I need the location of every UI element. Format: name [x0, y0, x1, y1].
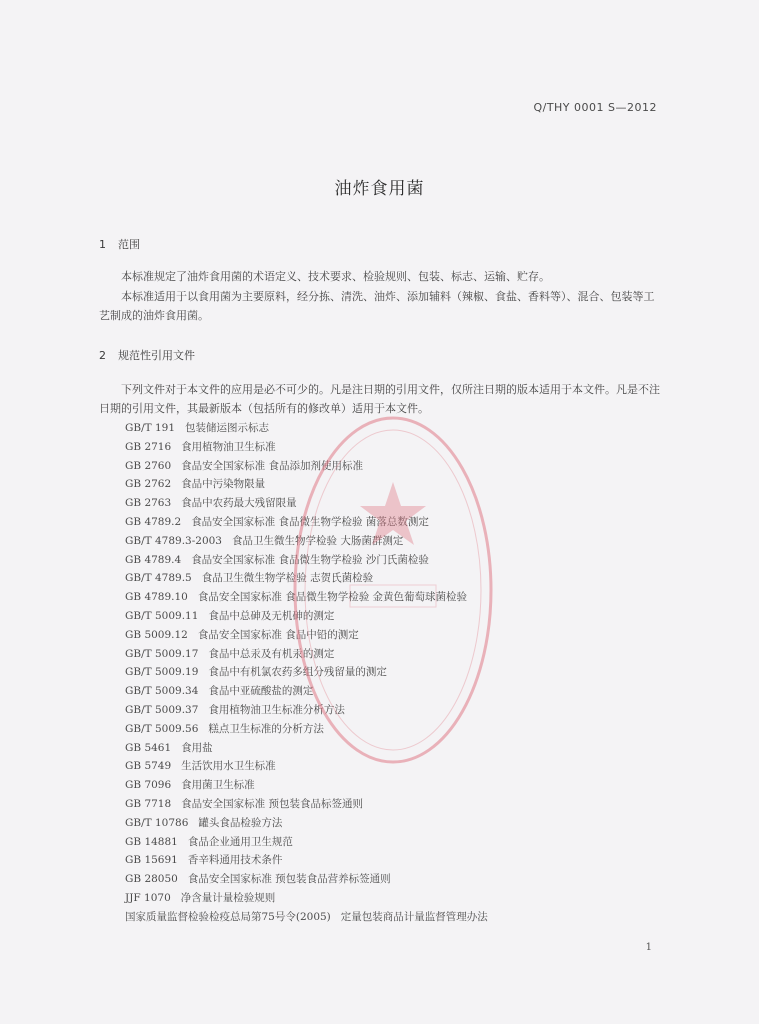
- reference-title: 食品中有机氯农药多组分残留量的测定: [208, 666, 387, 679]
- section-number: 1: [99, 238, 106, 251]
- reference-code: GB/T 5009.56: [125, 722, 199, 735]
- reference-title: 香辛料通用技术条件: [187, 854, 283, 867]
- reference-item: [125, 569, 488, 588]
- reference-title: 食品安全国家标准 食品添加剂使用标准: [181, 459, 364, 472]
- reference-item: [125, 419, 488, 438]
- reference-item: [125, 475, 488, 494]
- reference-title: 食品安全国家标准 食品中铅的测定: [197, 628, 359, 641]
- reference-title: 食品中农药最大残留限量: [181, 497, 297, 510]
- reference-code: GB/T 5009.17: [125, 647, 199, 660]
- reference-code: GB 14881: [125, 835, 178, 848]
- reference-title: 食品卫生微生物学检验 大肠菌群测定: [232, 534, 404, 547]
- reference-code: GB/T 5009.19: [125, 666, 199, 679]
- references-intro-paragraph: 下列文件对于本文件的应用是必不可少的。凡是注日期的引用文件，仅所注日期的版本适用于本文件。凡是不注日期的引用文件，其最新版本（包括所有的修改单）适用于本文件。: [99, 383, 660, 415]
- reference-title: 食品安全国家标准 食品微生物学检验 沙门氏菌检验: [191, 553, 429, 566]
- document-title: 油炸食用菌: [334, 179, 425, 199]
- reference-title: 食品安全国家标准 食品微生物学检验 菌落总数测定: [191, 515, 429, 528]
- reference-code: GB 5461: [125, 741, 172, 754]
- reference-title: 食用植物油卫生标准分析方法: [208, 703, 345, 716]
- reference-code: GB/T 5009.37: [125, 703, 199, 716]
- reference-item: [125, 532, 488, 551]
- reference-item: [125, 682, 488, 701]
- reference-item: [125, 814, 488, 833]
- reference-code: GB 2762: [125, 478, 172, 491]
- reference-title: 食品中污染物限量: [181, 478, 266, 491]
- reference-item: [125, 833, 488, 852]
- reference-code: GB 4789.2: [125, 515, 182, 528]
- reference-code: GB 5749: [125, 760, 172, 773]
- reference-code: GB 2716: [125, 440, 172, 453]
- document-code: Q/THY 0001 S—2012: [533, 101, 657, 114]
- reference-code: GB 15691: [125, 854, 178, 867]
- reference-title: 包装储运图示标志: [185, 422, 270, 434]
- reference-code: GB/T 10786: [125, 816, 189, 829]
- reference-code: GB/T 4789.3-2003: [125, 534, 222, 547]
- reference-item: [125, 908, 488, 927]
- reference-item: [125, 776, 488, 795]
- reference-code: GB 7096: [125, 779, 172, 792]
- reference-code: GB 4789.4: [125, 553, 182, 566]
- reference-item: [125, 607, 488, 626]
- reference-code: JJF 1070: [125, 891, 171, 904]
- reference-title: 食品中总汞及有机汞的测定: [208, 647, 335, 660]
- reference-code: GB 5009.12: [125, 628, 188, 641]
- reference-list: [125, 419, 488, 927]
- reference-title: 食用菌卫生标准: [181, 779, 255, 792]
- section-title: 规范性引用文件: [118, 349, 195, 362]
- reference-title: 糕点卫生标准的分析方法: [208, 722, 324, 735]
- reference-code: GB/T 5009.34: [125, 685, 199, 698]
- reference-item: [125, 588, 488, 607]
- reference-item: [125, 870, 488, 889]
- reference-item: [125, 513, 488, 532]
- scope-paragraph-1: 本标准规定了油炸食用菌的术语定义、技术要求、检验规则、包装、标志、运输、贮存。: [121, 270, 550, 283]
- reference-item: [125, 701, 488, 720]
- reference-code: GB 2760: [125, 459, 172, 472]
- reference-title: 定量包装商品计量监督管理办法: [340, 910, 488, 923]
- reference-title: 罐头食品检验方法: [198, 816, 283, 829]
- reference-title: 生活饮用水卫生标准: [181, 760, 276, 773]
- reference-title: 食品安全国家标准 预包装食品标签通则: [181, 797, 364, 810]
- reference-code: 国家质量监督检验检疫总局第75号令(2005): [125, 910, 331, 923]
- reference-title: 食品安全国家标准 食品微生物学检验 金黄色葡萄球菌检验: [197, 591, 468, 604]
- reference-code: GB 2763: [125, 497, 172, 510]
- reference-item: [125, 457, 488, 476]
- reference-title: 食品卫生微生物学检验 志贺氏菌检验: [201, 572, 374, 585]
- reference-title: 食用盐: [181, 741, 213, 754]
- reference-item: [125, 626, 488, 645]
- reference-code: GB 4789.10: [125, 591, 188, 604]
- section-title: 范围: [118, 238, 140, 251]
- reference-title: 净含量计量检验规则: [180, 891, 276, 904]
- reference-code: GB 7718: [125, 797, 172, 810]
- reference-item: [125, 795, 488, 814]
- reference-title: 食品企业通用卫生规范: [187, 835, 293, 848]
- section-number: 2: [99, 349, 106, 362]
- reference-item: [125, 494, 488, 513]
- reference-item: [125, 889, 488, 908]
- reference-item: [125, 438, 488, 457]
- reference-item: [125, 663, 488, 682]
- reference-code: GB/T 191: [125, 422, 176, 434]
- reference-code: GB/T 4789.5: [125, 572, 192, 585]
- page-number: 1: [645, 942, 652, 953]
- reference-code: GB 28050: [125, 873, 178, 886]
- section-heading-scope: [99, 236, 140, 252]
- reference-item: [125, 739, 488, 758]
- section-heading-references: [99, 347, 195, 363]
- reference-title: 食品中总砷及无机砷的测定: [208, 609, 335, 622]
- reference-item: [125, 720, 488, 739]
- reference-item: [125, 757, 488, 776]
- reference-title: 食用植物油卫生标准: [181, 440, 276, 453]
- reference-code: GB/T 5009.11: [125, 609, 199, 622]
- reference-item: [125, 551, 488, 570]
- reference-title: 食品安全国家标准 预包装食品营养标签通则: [187, 873, 391, 886]
- reference-title: 食品中亚硫酸盐的测定: [208, 685, 314, 698]
- scope-paragraph-2: 本标准适用于以食用菌为主要原料，经分拣、清洗、油炸、添加辅料（辣椒、食盐、香料等）、混合、包装等工艺制成的油炸食用菌。: [99, 290, 655, 322]
- reference-item: [125, 851, 488, 870]
- reference-item: [125, 645, 488, 664]
